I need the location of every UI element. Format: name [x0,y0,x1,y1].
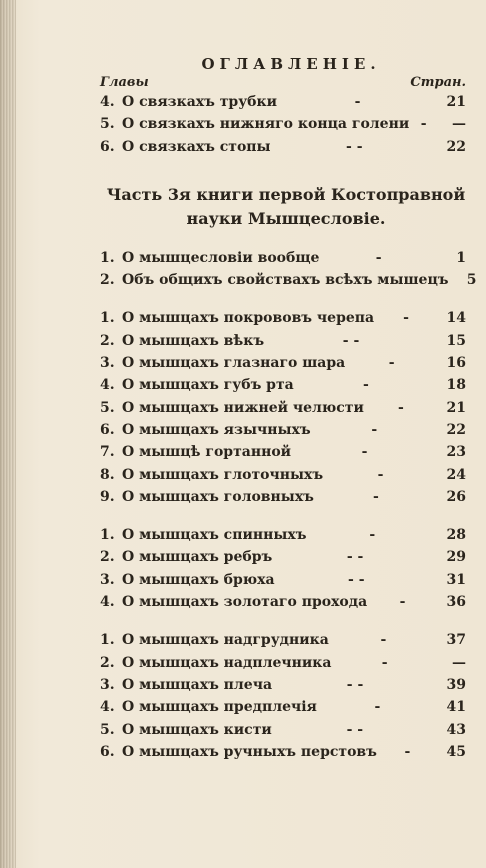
entry-leader: - [420,116,427,133]
column-header [100,75,472,90]
entry-leader: - [354,94,361,110]
part-heading [100,183,472,231]
toc-entry [100,330,472,352]
entry-title: О мышцахъ губъ рта [122,377,294,394]
entry-title: О мышцахъ кисти [122,721,272,738]
entry-page: 23 [446,444,466,461]
toc-entry [100,719,472,741]
toc-entry [100,247,472,269]
toc-entry [100,441,472,463]
entry-title: О мышцахъ брюха [122,571,275,588]
page-edge [0,0,16,868]
entry-number: 3. [100,355,115,372]
entry-number: 2. [100,654,115,671]
toc-entry [100,696,472,718]
entry-number: 4. [100,94,115,110]
entry-page: 28 [446,527,466,544]
entry-page: 15 [446,332,466,349]
entry-leader: - [380,632,387,649]
entry-leader: - [362,377,369,394]
toc-entry [100,419,472,441]
entry-title: О мышцахъ покрововъ черепа [122,310,375,327]
entry-leader: - - [348,571,365,588]
entry-title: О мышцахъ надгрудника [122,632,329,649]
toc-content [100,55,477,779]
entry-title: О мышцахъ вѣкъ [122,332,265,349]
toc-entry [100,629,472,651]
entry-number: 6. [100,743,115,760]
entry-number: 2. [100,272,115,289]
entry-leader: - - [346,549,364,566]
entry-number: 7. [100,444,115,461]
entry-leader: - [361,444,368,461]
entry-page: 36 [446,594,466,611]
entry-number: 6. [100,421,115,438]
entry-leader: - [403,310,409,327]
entry-title: О мышцахъ спинныхъ [122,527,307,544]
entry-number: 1. [100,310,115,327]
entry-number: 6. [100,138,115,155]
entry-leader: - [369,527,376,544]
entry-page: 1 [456,249,466,266]
toc-entry [100,269,477,291]
toc-entry [100,91,472,113]
entry-number: 4. [100,377,115,394]
toc-entry [100,352,472,374]
toc-group-arm [100,629,472,763]
entry-page: 26 [446,488,466,505]
entry-number: 2. [100,549,115,566]
part-heading-line2: науки Мышцесловіе. [186,208,386,228]
entry-title: О мышцахъ нижней челюсти [122,399,364,416]
entry-title: О мышцахъ головныхъ [122,488,314,505]
entry-title: Объ общихъ свойствахъ всѣхъ мышецъ [122,272,449,289]
entry-leader: - [375,249,382,266]
entry-page: 24 [446,466,466,483]
toc-entry [100,569,472,591]
entry-page: 18 [446,377,466,394]
pages-header: Стран. [410,75,466,90]
entry-title: О связкахъ стопы [122,138,271,155]
entry-page: 45 [446,743,466,760]
toc-group-head [100,307,472,508]
entry-number: 4. [100,699,115,716]
entry-page: 22 [446,138,466,155]
entry-leader: - - [346,676,364,693]
entry-leader: - - [342,332,360,349]
entry-page: — [452,116,466,133]
toc-entry [100,546,472,568]
entry-leader: - - [346,138,363,155]
entry-title: О мышцахъ ручныхъ перстовъ [122,743,377,760]
entry-number: 1. [100,249,115,266]
entry-leader: - [381,654,388,671]
entry-title: О мышцахъ ребръ [122,549,273,566]
entry-page: 31 [446,571,466,588]
entry-title: О мышцахъ глазнаго шара [122,355,346,372]
entry-title: О связкахъ нижняго конца голени [122,116,410,133]
toc-entry [100,591,472,613]
chapters-header: Главы [100,75,149,90]
toc-entry [100,524,472,546]
entry-page: 41 [446,699,466,716]
toc-entry [100,397,472,419]
toc-entry [100,113,472,135]
entry-page: 22 [446,421,466,438]
entry-page: 14 [446,310,466,327]
entry-leader: - [399,594,406,611]
entry-leader: - - [346,721,364,738]
entry-page: 37 [446,632,466,649]
entry-page: 43 [446,721,466,738]
toc-group-trunk [100,524,472,613]
entry-number: 3. [100,676,115,693]
toc-entry [100,464,472,486]
entry-title: О мышцахъ плеча [122,676,273,693]
toc-entry [100,674,472,696]
toc-entry [100,374,472,396]
toc-entry [100,486,472,508]
entry-leader: - [398,399,404,416]
entry-leader: - [371,421,378,438]
toc-group-general [100,247,477,292]
entry-page: 29 [446,549,466,566]
entry-leader: - [377,466,384,483]
entry-title: О мышцахъ золотаго прохода [122,594,368,611]
entry-number: 1. [100,632,115,649]
entry-title: О связкахъ трубки [122,94,277,110]
entry-page: 39 [446,676,466,693]
entry-page: 16 [446,355,466,372]
toc-entry [100,136,472,158]
toc-entry [100,652,472,674]
page-title: ОГЛАВЛЕНІЕ. [201,55,381,73]
entry-leader: - [373,488,379,505]
toc-group-ligaments [100,91,472,158]
entry-page: — [452,654,466,671]
entry-leader: - [374,699,381,716]
entry-title: О мышцесловіи вообще [122,249,320,266]
entry-number: 5. [100,399,115,416]
entry-number: 4. [100,594,115,611]
entry-number: 8. [100,466,115,483]
entry-page: 5 [466,272,477,289]
entry-leader: - [388,355,395,372]
entry-title: О мышцахъ предплечія [122,699,317,716]
entry-number: 5. [100,721,115,738]
entry-number: 2. [100,332,115,349]
part-heading-line1: Часть 3я книги первой Костоправной [106,184,466,204]
entry-title: О мышцѣ гортанной [122,444,292,461]
entry-title: О мышцахъ глоточныхъ [122,466,324,483]
entry-leader: - [404,743,411,760]
entry-number: 1. [100,527,115,544]
entry-number: 3. [100,571,115,588]
entry-page: 21 [446,94,466,110]
entry-number: 5. [100,116,115,133]
toc-entry [100,307,472,329]
entry-title: О мышцахъ надплечника [122,654,332,671]
entry-page: 21 [446,399,466,416]
toc-entry [100,741,472,763]
entry-title: О мышцахъ язычныхъ [122,421,311,438]
entry-number: 9. [100,488,115,505]
